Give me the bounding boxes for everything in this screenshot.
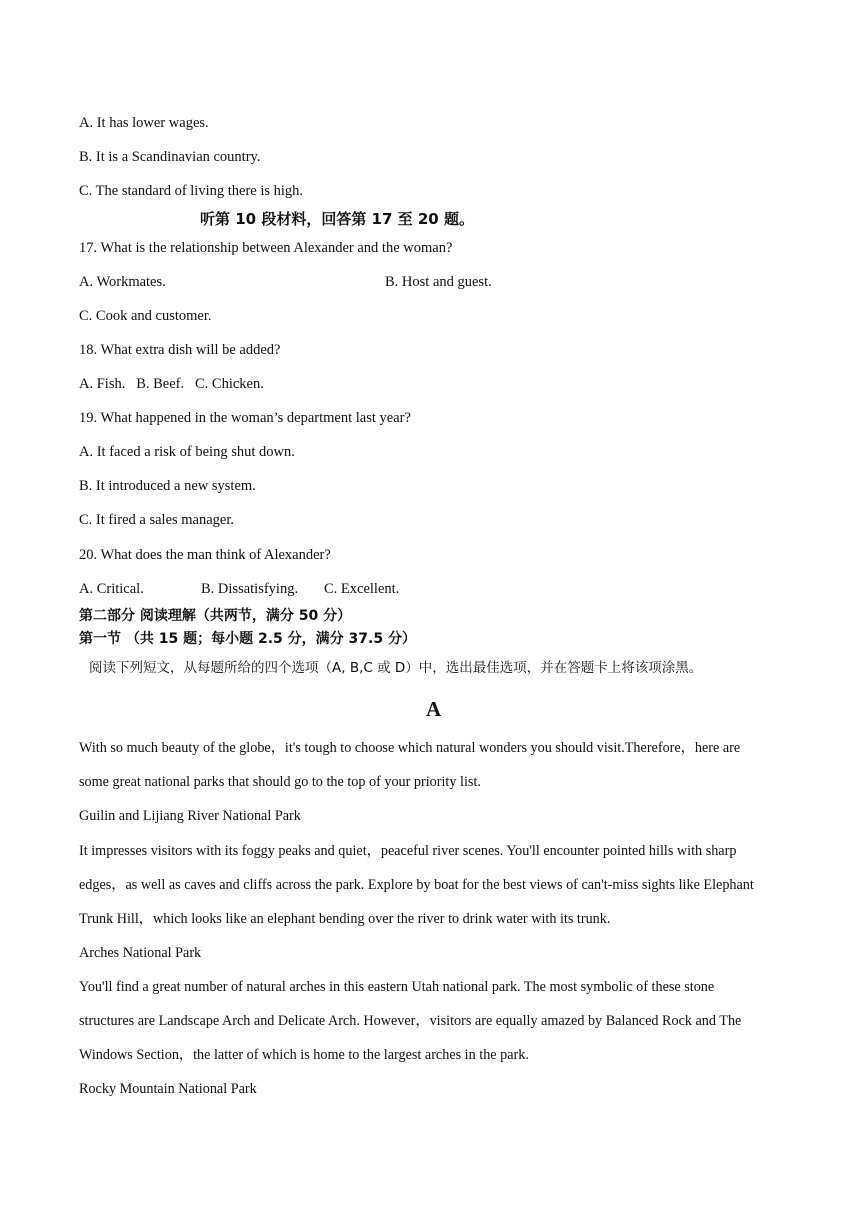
q20-option-a: A. Critical. [79, 581, 144, 597]
part2-header: 第二部分 阅读理解（共两节，满分 50 分） [79, 608, 352, 624]
park-heading-arches: Arches National Park [79, 945, 202, 961]
q16-option-a: A. It has lower wages. [79, 115, 209, 131]
q20-option-b: B. Dissatisfying. [201, 581, 299, 597]
section10-header: 听第 10 段材料，回答第 17 至 20 题。 [200, 210, 474, 228]
passage-line-6: Trunk Hill，which looks like an elephant bending over the river to drink water with its trunk. [79, 911, 611, 927]
passage-line-1: With so much beauty of the globe，it's tough to choose which natural wonders you should visit.Therefore，here are [79, 740, 741, 756]
park-heading-rocky: Rocky Mountain National Park [79, 1081, 257, 1097]
q17-question: 17. What is the relationship between Alexander and the woman? [79, 240, 453, 256]
q18-question: 18. What extra dish will be added? [79, 342, 281, 358]
q16-option-b: B. It is a Scandinavian country. [79, 149, 261, 165]
passage-line-2: some great national parks that should go to the top of your priority list. [79, 774, 481, 790]
passage-line-4: It impresses visitors with its foggy peaks and quiet，peaceful river scenes. You'll encounter pointed hills with sharp [79, 843, 737, 859]
q19-option-a: A. It faced a risk of being shut down. [79, 444, 295, 460]
q16-option-c: C. The standard of living there is high. [79, 183, 304, 199]
q19-option-c: C. It fired a sales manager. [79, 512, 235, 528]
passage-line-8: You'll find a great number of natural arches in this eastern Utah national park. The most symbolic of these stone [79, 979, 715, 995]
instructions: 阅读下列短文，从每题所给的四个选项（A, B,C 或 D）中，选出最佳选项，并在答题卡上将该项涂黑。 [89, 660, 703, 676]
passage-line-5: edges，as well as caves and cliffs across the park. Explore by boat for the best views of can't-miss sights like Elephant [79, 877, 754, 893]
section1-header: 第一节 （共 15 题；每小题 2.5 分，满分 37.5 分） [79, 631, 416, 647]
q19-option-b: B. It introduced a new system. [79, 478, 256, 494]
q18-options: A. Fish. B. Beef. C. Chicken. [79, 376, 264, 392]
q20-option-c: C. Excellent. [324, 581, 400, 597]
passage-letter: A [426, 697, 442, 721]
q17-option-b: B. Host and guest. [385, 274, 492, 290]
passage-line-10: Windows Section，the latter of which is home to the largest arches in the park. [79, 1047, 529, 1063]
q20-question: 20. What does the man think of Alexander? [79, 547, 331, 563]
passage-line-9: structures are Landscape Arch and Delicate Arch. However，visitors are equally amazed by Balanced Rock and The [79, 1013, 742, 1029]
q17-option-a: A. Workmates. [79, 274, 166, 290]
q19-question: 19. What happened in the woman’s department last year? [79, 410, 411, 426]
park-heading-guilin: Guilin and Lijiang River National Park [79, 808, 301, 824]
q17-option-c: C. Cook and customer. [79, 308, 212, 324]
